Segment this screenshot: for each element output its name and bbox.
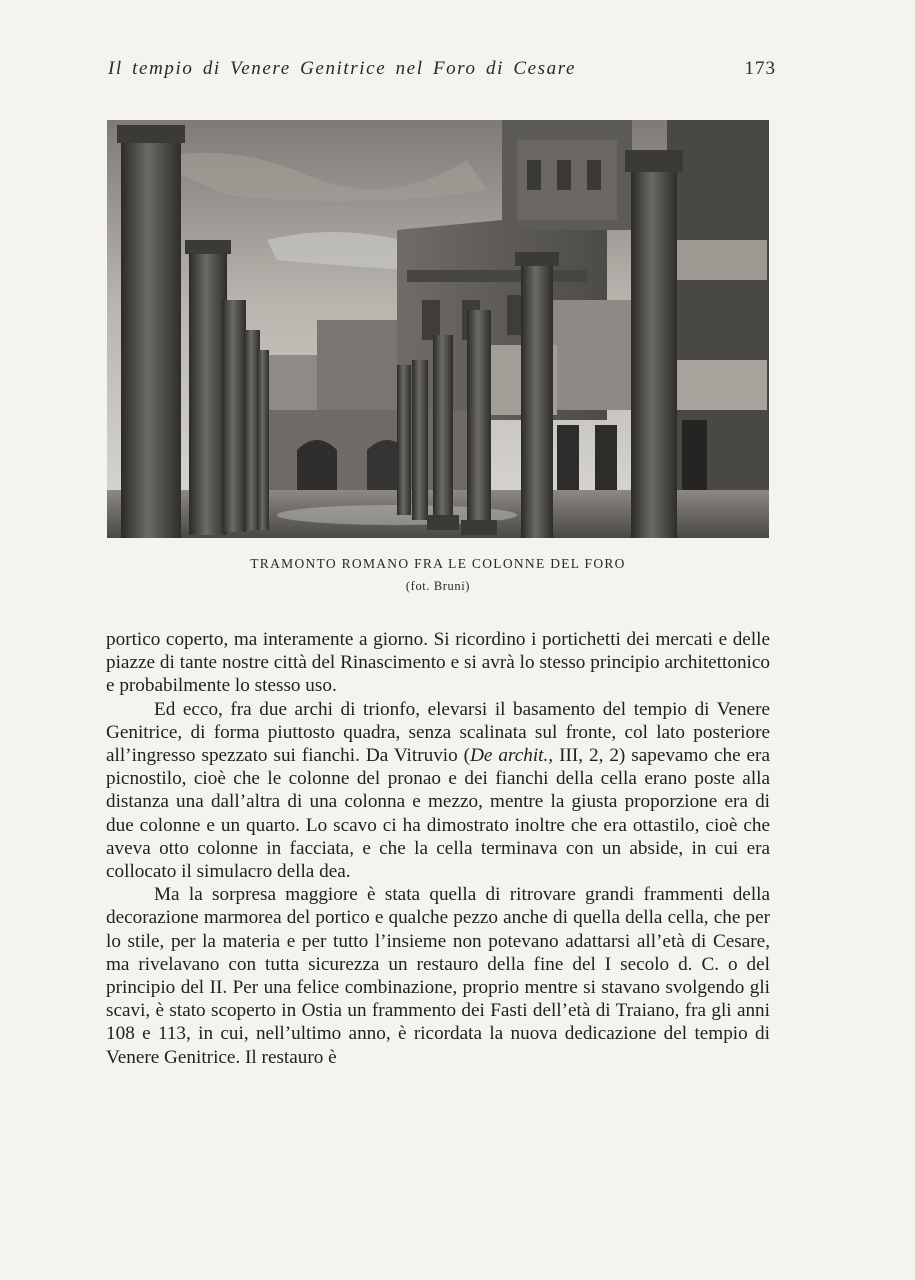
paragraph-2 bbox=[106, 698, 770, 884]
paragraph-2-start: Ed ecco, fra due archi di trionfo, elevarsi il basamento del tempio di Venere Genitrice, di forma piuttosto quadra, senza scalinata sul fronte, col lato posteriore all’ingresso spezzato sui fianchi. Da Vitruvio ( bbox=[106, 698, 770, 767]
page-number: 173 bbox=[744, 58, 776, 79]
photo-credit: (fot. Bruni) bbox=[405, 579, 471, 593]
paragraph-2-end: III, 2, 2) sapevamo che era picnostilo, cioè che le colonne del pronao e dei fianchi della cella erano poste alla distanza una dall’altra di una colonna e mezzo, mentre la giusta proporzione era di due colonne e un quarto. Lo scavo ci ha dimostrato inoltre che era ottastilo, cioè che aveva otto colonne in facciata, e che la cella terminava con un abside, in cui era collocato il simulacro della dea. bbox=[106, 745, 770, 883]
forum-columns-photograph bbox=[107, 120, 769, 538]
figure-caption: TRAMONTO ROMANO FRA LE COLONNE DEL FORO bbox=[250, 556, 626, 571]
running-title: Il tempio di Venere Genitrice nel Foro di Cesare bbox=[108, 58, 577, 79]
paragraph-1: portico coperto, ma interamente a giorno. Si ricordino i portichetti dei mercati e delle piazze di tante nostre città del Rinascimento e si avrà lo stesso principio architettonico e probabilmente lo stesso uso. bbox=[106, 629, 770, 697]
body-text bbox=[106, 628, 770, 1069]
paragraph-3: Ma la sorpresa maggiore è stata quella di ritrovare grandi frammenti della decorazione marmorea del portico e qualche pezzo anche di quella della cella, che per lo stile, per la materia e per tutto l’insieme non potevano adattarsi all’età di Cesare, ma rivelavano con tutta sicurezza un restauro della fine del I secolo d. C. o del principio del II. Per una felice combinazione, proprio mentre si stavano svolgendo gli scavi, è stato scoperto in Ostia un frammento dei Fasti dell’età di Traiano, fra gli anni 108 e 113, in cui, nell’ultimo anno, è ricordata la nuova dedicazione del tempio di Venere Genitrice. Il restauro è bbox=[106, 884, 770, 1068]
vitruvius-citation: De archit., bbox=[470, 745, 554, 767]
running-head bbox=[108, 58, 776, 88]
